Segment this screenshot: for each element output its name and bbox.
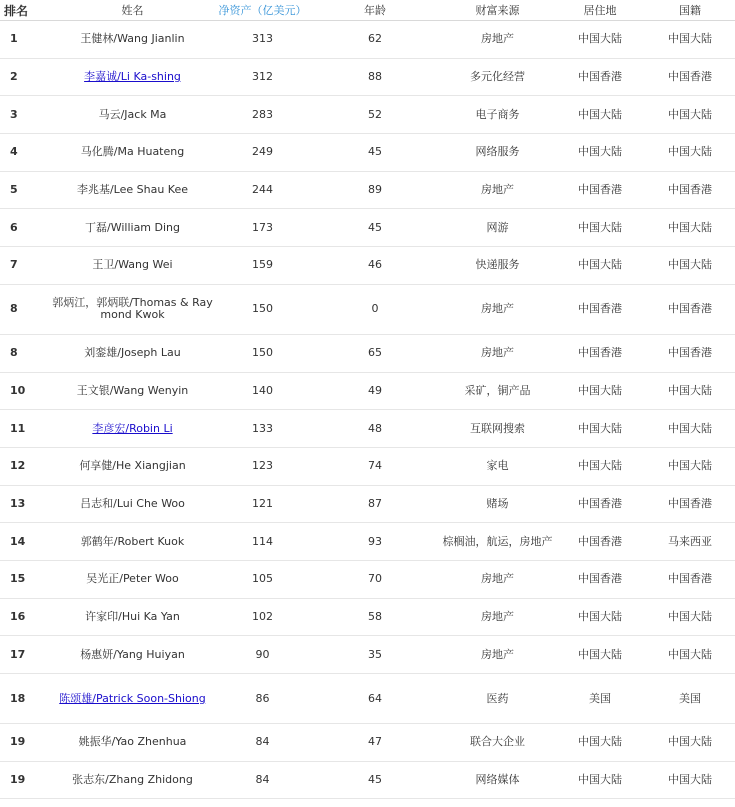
cell-age: 62: [310, 21, 440, 59]
table-body: [0, 21, 735, 799]
cell-nationality: 中国大陆: [645, 598, 735, 636]
cell-nationality: 中国大陆: [645, 636, 735, 674]
cell-source: 电子商务: [440, 96, 555, 134]
cell-name: 王卫/Wang Wei: [50, 247, 215, 285]
table-row: [0, 523, 735, 561]
cell-age: 87: [310, 485, 440, 523]
cell-rank: 8: [0, 334, 50, 372]
cell-nationality: 马来西亚: [645, 523, 735, 561]
cell-net-worth: 102: [215, 598, 310, 636]
header-rank: 排名: [0, 0, 50, 21]
cell-name: 马化腾/Ma Huateng: [50, 134, 215, 172]
table-row: [0, 134, 735, 172]
cell-age: 0: [310, 284, 440, 334]
cell-name: 何享健/He Xiangjian: [50, 447, 215, 485]
cell-residence: 中国香港: [555, 171, 645, 209]
cell-net-worth: 123: [215, 447, 310, 485]
cell-net-worth: 84: [215, 761, 310, 799]
cell-age: 52: [310, 96, 440, 134]
cell-source: 房地产: [440, 334, 555, 372]
cell-rank: 6: [0, 209, 50, 247]
cell-name: 丁磊/William Ding: [50, 209, 215, 247]
cell-source: 多元化经营: [440, 58, 555, 96]
cell-residence: 中国香港: [555, 485, 645, 523]
cell-name: 姚振华/Yao Zhenhua: [50, 724, 215, 762]
person-link[interactable]: 李嘉诚/Li Ka-shing: [84, 70, 181, 84]
cell-name: 郭鹤年/Robert Kuok: [50, 523, 215, 561]
cell-residence: 中国大陆: [555, 247, 645, 285]
cell-rank: 2: [0, 58, 50, 96]
cell-residence: 中国香港: [555, 334, 645, 372]
cell-residence: 中国大陆: [555, 761, 645, 799]
cell-net-worth: 244: [215, 171, 310, 209]
table-row: [0, 171, 735, 209]
cell-rank: 18: [0, 674, 50, 724]
cell-source: 快递服务: [440, 247, 555, 285]
cell-age: 58: [310, 598, 440, 636]
cell-net-worth: 105: [215, 560, 310, 598]
cell-residence: 中国大陆: [555, 598, 645, 636]
cell-age: 93: [310, 523, 440, 561]
cell-net-worth: 114: [215, 523, 310, 561]
cell-age: 70: [310, 560, 440, 598]
table-row: [0, 209, 735, 247]
cell-source: 采矿，铜产品: [440, 372, 555, 410]
table-row: [0, 447, 735, 485]
cell-residence: 中国大陆: [555, 134, 645, 172]
cell-source: 赌场: [440, 485, 555, 523]
cell-nationality: 中国大陆: [645, 21, 735, 59]
cell-residence: 中国大陆: [555, 447, 645, 485]
cell-net-worth: 140: [215, 372, 310, 410]
cell-source: 房地产: [440, 171, 555, 209]
cell-source: 房地产: [440, 21, 555, 59]
cell-source: 家电: [440, 447, 555, 485]
cell-age: 65: [310, 334, 440, 372]
cell-name: 刘銮雄/Joseph Lau: [50, 334, 215, 372]
cell-age: 89: [310, 171, 440, 209]
cell-rank: 1: [0, 21, 50, 59]
cell-source: 网络媒体: [440, 761, 555, 799]
table-row: [0, 761, 735, 799]
cell-residence: 中国大陆: [555, 724, 645, 762]
table-row: [0, 724, 735, 762]
cell-source: 联合大企业: [440, 724, 555, 762]
cell-nationality: 中国大陆: [645, 761, 735, 799]
cell-rank: 13: [0, 485, 50, 523]
header-nationality: 国籍: [645, 0, 735, 21]
cell-name: 王健林/Wang Jianlin: [50, 21, 215, 59]
cell-residence: 美国: [555, 674, 645, 724]
table-row: [0, 674, 735, 724]
cell-name: [50, 410, 215, 448]
table-row: [0, 636, 735, 674]
cell-rank: 19: [0, 724, 50, 762]
cell-rank: 12: [0, 447, 50, 485]
cell-net-worth: 283: [215, 96, 310, 134]
cell-rank: 14: [0, 523, 50, 561]
cell-residence: 中国香港: [555, 284, 645, 334]
header-residence: 居住地: [555, 0, 645, 21]
table-header-row: [0, 0, 735, 21]
cell-name: 杨惠妍/Yang Huiyan: [50, 636, 215, 674]
cell-name: 吴光正/Peter Woo: [50, 560, 215, 598]
cell-source: 房地产: [440, 636, 555, 674]
table-row: [0, 334, 735, 372]
table-row: [0, 485, 735, 523]
cell-residence: 中国大陆: [555, 636, 645, 674]
cell-nationality: 中国香港: [645, 58, 735, 96]
person-link[interactable]: 陈颂雄/Patrick Soon-Shiong: [59, 691, 206, 705]
cell-net-worth: 312: [215, 58, 310, 96]
cell-net-worth: 90: [215, 636, 310, 674]
cell-net-worth: 84: [215, 724, 310, 762]
table-row: [0, 21, 735, 59]
cell-net-worth: 86: [215, 674, 310, 724]
cell-nationality: 中国香港: [645, 284, 735, 334]
table-row: [0, 372, 735, 410]
cell-rank: 8: [0, 284, 50, 334]
cell-nationality: 中国大陆: [645, 209, 735, 247]
header-name: 姓名: [50, 0, 215, 21]
cell-net-worth: 159: [215, 247, 310, 285]
cell-nationality: 中国大陆: [645, 96, 735, 134]
cell-rank: 3: [0, 96, 50, 134]
cell-nationality: 中国大陆: [645, 724, 735, 762]
cell-nationality: 中国香港: [645, 485, 735, 523]
cell-age: 35: [310, 636, 440, 674]
cell-net-worth: 133: [215, 410, 310, 448]
cell-rank: 11: [0, 410, 50, 448]
cell-source: 网络服务: [440, 134, 555, 172]
cell-name: 李兆基/Lee Shau Kee: [50, 171, 215, 209]
table-row: [0, 410, 735, 448]
cell-rank: 10: [0, 372, 50, 410]
cell-source: 房地产: [440, 284, 555, 334]
cell-name: 吕志和/Lui Che Woo: [50, 485, 215, 523]
cell-rank: 15: [0, 560, 50, 598]
cell-nationality: 美国: [645, 674, 735, 724]
cell-name: 许家印/Hui Ka Yan: [50, 598, 215, 636]
cell-residence: 中国大陆: [555, 372, 645, 410]
cell-age: 45: [310, 209, 440, 247]
cell-name: [50, 58, 215, 96]
cell-nationality: 中国香港: [645, 171, 735, 209]
cell-nationality: 中国香港: [645, 560, 735, 598]
cell-residence: 中国大陆: [555, 96, 645, 134]
cell-age: 74: [310, 447, 440, 485]
cell-net-worth: 150: [215, 284, 310, 334]
table-row: [0, 96, 735, 134]
cell-nationality: 中国大陆: [645, 447, 735, 485]
cell-age: 88: [310, 58, 440, 96]
cell-net-worth: 313: [215, 21, 310, 59]
cell-name: 郭炳江，郭炳联/Thomas & Raymond Kwok: [50, 284, 215, 334]
cell-nationality: 中国大陆: [645, 134, 735, 172]
header-age: 年龄: [310, 0, 440, 21]
table-row: [0, 247, 735, 285]
cell-source: 网游: [440, 209, 555, 247]
cell-source: 医药: [440, 674, 555, 724]
cell-name: [50, 674, 215, 724]
cell-age: 64: [310, 674, 440, 724]
cell-rank: 4: [0, 134, 50, 172]
cell-net-worth: 150: [215, 334, 310, 372]
cell-residence: 中国香港: [555, 523, 645, 561]
cell-name: 王文银/Wang Wenyin: [50, 372, 215, 410]
cell-residence: 中国大陆: [555, 21, 645, 59]
table-row: [0, 598, 735, 636]
cell-residence: 中国香港: [555, 58, 645, 96]
cell-rank: 5: [0, 171, 50, 209]
cell-name: 张志东/Zhang Zhidong: [50, 761, 215, 799]
cell-nationality: 中国大陆: [645, 410, 735, 448]
cell-rank: 17: [0, 636, 50, 674]
cell-source: 房地产: [440, 560, 555, 598]
cell-rank: 19: [0, 761, 50, 799]
cell-residence: 中国大陆: [555, 410, 645, 448]
cell-rank: 16: [0, 598, 50, 636]
cell-net-worth: 249: [215, 134, 310, 172]
cell-age: 46: [310, 247, 440, 285]
cell-residence: 中国大陆: [555, 209, 645, 247]
cell-name: 马云/Jack Ma: [50, 96, 215, 134]
cell-age: 48: [310, 410, 440, 448]
cell-age: 45: [310, 761, 440, 799]
cell-source: 房地产: [440, 598, 555, 636]
cell-source: 棕榈油，航运，房地产: [440, 523, 555, 561]
person-link[interactable]: 李彦宏/Robin Li: [92, 421, 173, 435]
cell-rank: 7: [0, 247, 50, 285]
header-net-worth[interactable]: 净资产（亿美元）: [215, 0, 310, 21]
cell-nationality: 中国大陆: [645, 372, 735, 410]
header-source: 财富来源: [440, 0, 555, 21]
cell-age: 45: [310, 134, 440, 172]
table-row: [0, 58, 735, 96]
cell-residence: 中国香港: [555, 560, 645, 598]
cell-nationality: 中国香港: [645, 334, 735, 372]
cell-net-worth: 173: [215, 209, 310, 247]
cell-age: 47: [310, 724, 440, 762]
cell-net-worth: 121: [215, 485, 310, 523]
cell-nationality: 中国大陆: [645, 247, 735, 285]
cell-source: 互联网搜索: [440, 410, 555, 448]
cell-age: 49: [310, 372, 440, 410]
table-row: [0, 284, 735, 334]
table-row: [0, 560, 735, 598]
